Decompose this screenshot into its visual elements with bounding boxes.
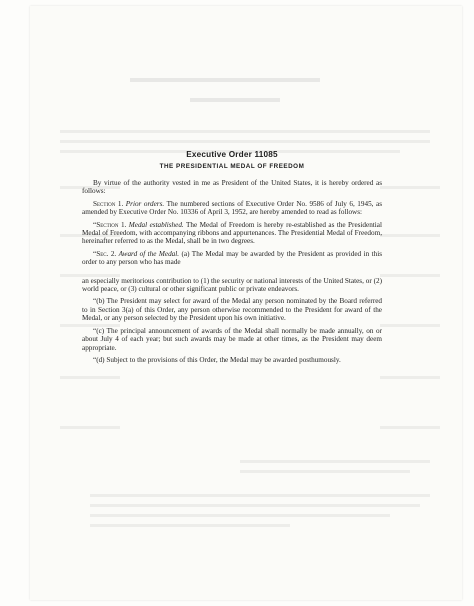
paragraph-c: “(c) The principal announcement of awards of the Medal shall normally be made annually, on or about July 4 of each year; but such awards may be made at other times, as the President may deem appropriate. (82, 326, 382, 352)
section-body: The Medal of Freedom is hereby re-established as the Presidential Medal of Freedom, with accompanying ribbons and appurtenances. The Presidential Medal of Freedom, hereinafter referred to as the Medal, shall be in two degrees. (82, 220, 382, 246)
bleed-through-line (380, 426, 440, 429)
bleed-through-line (60, 426, 120, 429)
section-body: (a) The Medal may be awarded by the President as provided in this order to any person who has made (82, 249, 383, 267)
quoted-section-1-paragraph (82, 221, 382, 246)
bleed-through-line (60, 376, 120, 379)
section-heading: Award of the Medal. (118, 249, 180, 258)
bleed-through-line (380, 324, 440, 327)
continuation-paragraph: an especially meritorious contribution to (1) the security or national interests of the United States, or (2) world peace, or (3) cultural or other significant public or private endeavors. (82, 276, 382, 294)
section-heading: Medal established. (128, 220, 184, 229)
document-subtitle: THE PRESIDENTIAL MEDAL OF FREEDOM (159, 163, 305, 170)
paragraph-d: “(d) Subject to the provisions of this Order, the Medal may be awarded posthumously. (93, 355, 341, 364)
bleed-through-line (240, 470, 410, 473)
bleed-through-line (90, 524, 290, 527)
section-label: Section 1. (93, 199, 124, 208)
intro-paragraph: By virtue of the authority vested in me as President of the United States, it is hereby ordered as follows: (82, 179, 382, 196)
paragraph-b: “(b) The President may select for award of the Medal any person nominated by the Board referred to in Section 3(a) of this Order, any person otherwise recommended to the President for award of the Medal, or any person selected by the President upon his own initiative. (82, 297, 382, 323)
section-body: The numbered sections of Executive Order No. 9586 of July 6, 1945, as amended by Executive Order No. 10336 of April 3, 1952, are hereby amended to read as follows: (82, 199, 382, 217)
section-heading: Prior orders. (125, 199, 165, 208)
bleed-through-line (90, 504, 420, 507)
quoted-section-2-paragraph (82, 250, 382, 267)
section-label: “Sec. 2. (93, 249, 117, 258)
bleed-through-line (190, 98, 280, 102)
bleed-through-line (60, 140, 430, 143)
bleed-through-line (90, 494, 430, 497)
bleed-through-line (380, 274, 440, 277)
section-label: “Section 1. (93, 220, 127, 229)
section-1-paragraph (82, 200, 382, 217)
bleed-through-line (130, 78, 320, 82)
bleed-through-line (380, 234, 440, 237)
bleed-through-line (90, 514, 390, 517)
document-title: Executive Order 11085 (186, 150, 278, 159)
bleed-through-line (380, 186, 440, 189)
bleed-through-line (240, 460, 430, 463)
bleed-through-line (60, 130, 430, 133)
executive-order-text (82, 150, 382, 368)
bleed-through-line (380, 376, 440, 379)
